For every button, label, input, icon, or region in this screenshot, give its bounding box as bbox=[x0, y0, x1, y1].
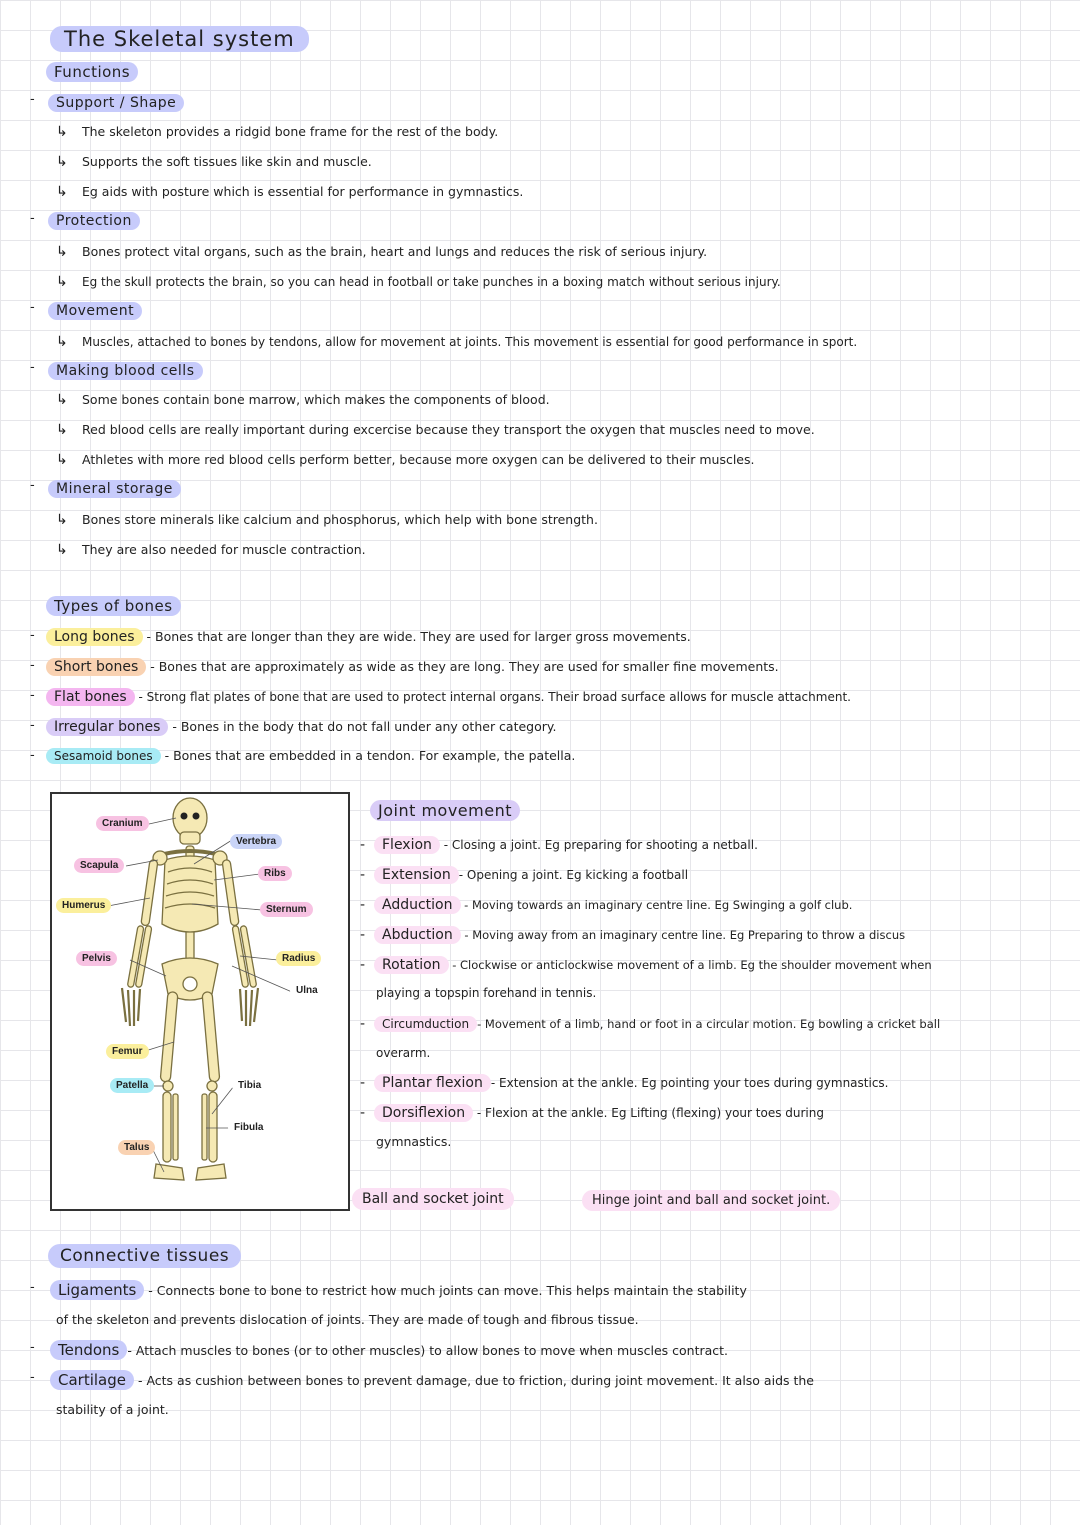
protection-label: Protection bbox=[48, 212, 140, 230]
ligaments-label: Ligaments bbox=[50, 1280, 144, 1300]
bullet-dash: - bbox=[30, 658, 35, 673]
bullet-dash: - bbox=[30, 1340, 35, 1355]
arrow-icon: ↳ bbox=[56, 422, 68, 438]
skeleton-diagram bbox=[50, 792, 350, 1211]
bullet-dash: - bbox=[30, 360, 35, 375]
joint-flexion-label: Flexion bbox=[374, 836, 440, 854]
bullet-dash: - bbox=[30, 718, 35, 733]
skeleton-illustration bbox=[52, 794, 348, 1209]
arrow-icon: ↳ bbox=[56, 274, 68, 290]
bullet-dash: - bbox=[30, 628, 35, 643]
protection-point-1: ↳ Bones protect vital organs, such as the brain, heart and lungs and reduces the risk of serious injury. bbox=[56, 244, 708, 260]
joint-abduction: - Abduction - Moving away from an imaginary centre line. Eg Preparing to throw a discus bbox=[360, 927, 906, 943]
types-heading: Types of bones bbox=[46, 596, 181, 616]
type-irregular-label: Irregular bones bbox=[46, 718, 168, 736]
joint-dorsiflexion-label: Dorsiflexion bbox=[374, 1104, 473, 1122]
joint-circumduction-label: Circumduction bbox=[374, 1016, 477, 1032]
arrow-icon: ↳ bbox=[56, 334, 68, 350]
cartilage-label: Cartilage bbox=[50, 1370, 134, 1390]
movement-point-1: ↳ Muscles, attached to bones by tendons, allow for movement at joints. This movement is essential for good performance in sport. bbox=[56, 334, 858, 350]
arrow-icon: ↳ bbox=[56, 512, 68, 528]
bullet-dash: - bbox=[30, 92, 35, 107]
type-flat: Flat bones - Strong flat plates of bone that are used to protect internal organs. Their broad surface allows for muscle attachment. bbox=[46, 688, 851, 706]
protection-point-2: ↳ Eg the skull protects the brain, so you can head in football or take punches in a boxing match without serious injury. bbox=[56, 274, 781, 290]
joint-rotation-cont: playing a topspin forehand in tennis. bbox=[376, 986, 597, 1000]
bullet-dash: - bbox=[30, 1370, 35, 1385]
joint-plantar-label: Plantar flexion bbox=[374, 1074, 491, 1092]
bullet-dash: - bbox=[30, 478, 35, 493]
label-vertebra: Vertebra bbox=[230, 834, 282, 849]
arrow-icon: ↳ bbox=[56, 124, 68, 140]
bullet-dash: - bbox=[30, 211, 35, 226]
joint-adduction: - Adduction - Moving towards an imaginary centre line. Eg Swinging a golf club. bbox=[360, 897, 853, 913]
connective-cartilage-cont: stability of a joint. bbox=[56, 1402, 169, 1417]
arrow-icon: ↳ bbox=[56, 154, 68, 170]
type-short-label: Short bones bbox=[46, 658, 146, 676]
connective-heading: Connective tissues bbox=[48, 1244, 241, 1268]
label-tibia: Tibia bbox=[232, 1078, 267, 1093]
blood-label: Making blood cells bbox=[48, 362, 203, 380]
joint-extension-label: Extension bbox=[374, 866, 459, 884]
support-point-3: ↳ Eg aids with posture which is essential for performance in gymnastics. bbox=[56, 184, 524, 200]
hinge-label: Hinge joint and ball and socket joint. bbox=[582, 1190, 840, 1211]
label-femur: Femur bbox=[106, 1044, 149, 1059]
bullet-dash: - bbox=[30, 748, 35, 763]
label-scapula: Scapula bbox=[74, 858, 124, 873]
joint-plantar: - Plantar flexion - Extension at the ankle. Eg pointing your toes during gymnastics. bbox=[360, 1075, 889, 1091]
label-talus: Talus bbox=[118, 1140, 155, 1155]
ball-socket-label: Ball and socket joint bbox=[352, 1188, 514, 1210]
label-radius: Radius bbox=[276, 951, 321, 966]
joint-circumduction: - Circumduction - Movement of a limb, hand or foot in a circular motion. Eg bowling a cricket ball bbox=[360, 1016, 941, 1032]
movement-label: Movement bbox=[48, 302, 142, 320]
blood-point-2: ↳ Red blood cells are really important during excercise because they transport the oxygen that muscles need to move. bbox=[56, 422, 815, 438]
joint-heading: Joint movement bbox=[370, 800, 520, 821]
bullet-dash: - bbox=[30, 688, 35, 703]
joint-extension: - Extension - Opening a joint. Eg kicking a football bbox=[360, 867, 689, 883]
support-point-1: ↳ The skeleton provides a ridgid bone frame for the rest of the body. bbox=[56, 124, 499, 140]
joint-rotation: - Rotation - Clockwise or anticlockwise movement of a limb. Eg the shoulder movement when bbox=[360, 957, 932, 973]
functions-heading: Functions bbox=[46, 62, 138, 82]
blood-point-3: ↳ Athletes with more red blood cells perform better, because more oxygen can be delivered to their muscles. bbox=[56, 452, 755, 468]
arrow-icon: ↳ bbox=[56, 452, 68, 468]
joint-dorsiflexion-cont: gymnastics. bbox=[376, 1134, 452, 1149]
joint-adduction-label: Adduction bbox=[374, 896, 461, 914]
joint-dorsiflexion: - Dorsiflexion - Flexion at the ankle. Eg Lifting (flexing) your toes during bbox=[360, 1105, 824, 1121]
arrow-icon: ↳ bbox=[56, 392, 68, 408]
arrow-icon: ↳ bbox=[56, 244, 68, 260]
mineral-point-1: ↳ Bones store minerals like calcium and phosphorus, which help with bone strength. bbox=[56, 512, 598, 528]
label-ribs: Ribs bbox=[258, 866, 292, 881]
label-humerus: Humerus bbox=[56, 898, 111, 913]
type-sesamoid: Sesamoid bones - Bones that are embedded in a tendon. For example, the patella. bbox=[46, 748, 575, 764]
blood-point-1: ↳ Some bones contain bone marrow, which makes the components of blood. bbox=[56, 392, 550, 408]
label-ulna: Ulna bbox=[290, 983, 324, 998]
type-flat-label: Flat bones bbox=[46, 688, 135, 706]
label-fibula: Fibula bbox=[228, 1120, 269, 1135]
label-patella: Patella bbox=[110, 1078, 154, 1093]
type-long-label: Long bones bbox=[46, 628, 143, 646]
connective-cartilage: Cartilage - Acts as cushion between bones to prevent damage, due to friction, during joint movement. It also aids the bbox=[50, 1370, 814, 1390]
label-pelvis: Pelvis bbox=[76, 951, 117, 966]
tendons-label: Tendons bbox=[50, 1340, 127, 1360]
type-long: Long bones - Bones that are longer than they are wide. They are used for larger gross movements. bbox=[46, 628, 691, 646]
joint-circumduction-cont: overarm. bbox=[376, 1046, 431, 1060]
bullet-dash: - bbox=[30, 300, 35, 315]
page-title: The Skeletal system bbox=[50, 26, 309, 52]
bullet-dash: - bbox=[30, 1280, 35, 1295]
joint-rotation-label: Rotation bbox=[374, 956, 449, 974]
type-short: Short bones - Bones that are approximately as wide as they are long. They are used for smaller fine movements. bbox=[46, 658, 779, 676]
mineral-point-2: ↳ They are also needed for muscle contraction. bbox=[56, 542, 366, 558]
support-point-2: ↳ Supports the soft tissues like skin and muscle. bbox=[56, 154, 372, 170]
arrow-icon: ↳ bbox=[56, 542, 68, 558]
joint-abduction-label: Abduction bbox=[374, 926, 461, 944]
connective-ligaments: Ligaments - Connects bone to bone to restrict how much joints can move. This helps maintain the stability bbox=[50, 1280, 747, 1300]
label-cranium: Cranium bbox=[96, 816, 149, 831]
type-irregular: Irregular bones - Bones in the body that do not fall under any other category. bbox=[46, 718, 557, 736]
arrow-icon: ↳ bbox=[56, 184, 68, 200]
joint-flexion: - Flexion - Closing a joint. Eg preparing for shooting a netball. bbox=[360, 837, 758, 853]
mineral-label: Mineral storage bbox=[48, 480, 181, 498]
connective-tendons: Tendons - Attach muscles to bones (or to other muscles) to allow bones to move when muscles contract. bbox=[50, 1340, 728, 1360]
connective-ligaments-cont: of the skeleton and prevents dislocation of joints. They are made of tough and fibrous tissue. bbox=[56, 1312, 639, 1327]
support-label: Support / Shape bbox=[48, 94, 184, 112]
type-sesamoid-label: Sesamoid bones bbox=[46, 748, 161, 764]
label-sternum: Sternum bbox=[260, 902, 313, 917]
